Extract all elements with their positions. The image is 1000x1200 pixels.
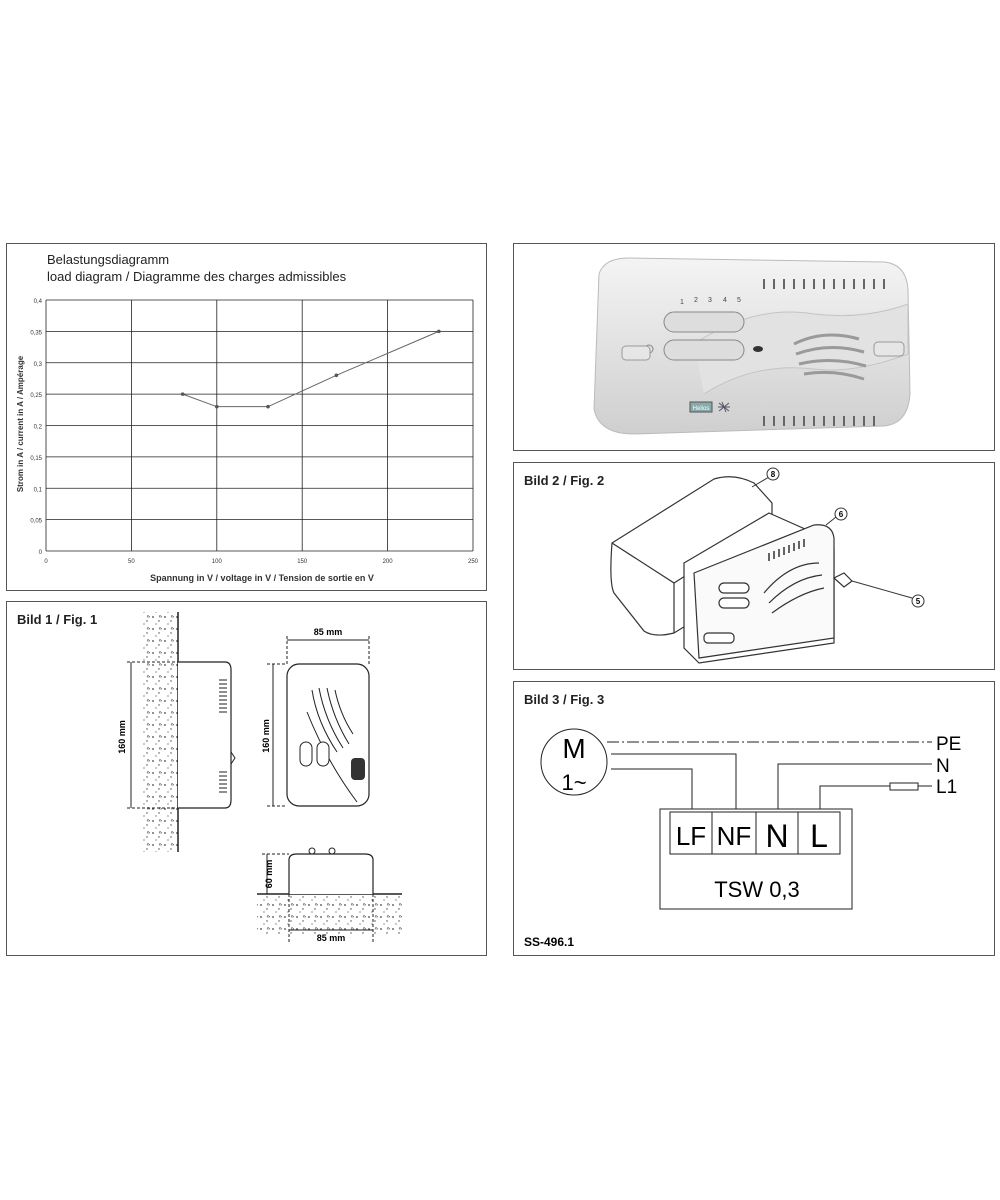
switch-sketch xyxy=(719,598,749,608)
y-tick-label: 0,4 xyxy=(33,299,42,305)
y-tick-label: 0,1 xyxy=(33,487,42,494)
device-front-view xyxy=(287,664,369,806)
brand-text: Helios xyxy=(692,406,710,412)
y-tick-label: 0,35 xyxy=(30,330,42,337)
clip-part-5 xyxy=(834,573,852,587)
wall-section xyxy=(142,612,178,852)
svg-text:3: 3 xyxy=(708,297,712,304)
data-point xyxy=(215,405,219,409)
terminal-l: L xyxy=(810,818,828,854)
bottom-clip-sketch xyxy=(704,633,734,643)
fig2-title: Bild 2 / Fig. 2 xyxy=(524,473,605,488)
fig2-panel xyxy=(513,462,995,670)
fig1-dimension-drawing xyxy=(7,602,486,955)
l1-label: L1 xyxy=(936,777,958,798)
y-tick-label: 0,3 xyxy=(33,361,42,368)
svg-text:2: 2 xyxy=(694,297,698,304)
l-wire xyxy=(820,786,890,809)
y-tick-label: 0,25 xyxy=(30,393,42,400)
data-point xyxy=(181,392,185,396)
x-tick-label: 200 xyxy=(382,559,393,565)
fig3-panel xyxy=(513,681,995,956)
y-tick-label: 0,15 xyxy=(30,455,42,462)
motor-m-label: M xyxy=(562,733,586,764)
product-photo-panel xyxy=(513,243,995,451)
doc-id: SS-496.1 xyxy=(524,935,575,949)
left-clip xyxy=(622,346,650,360)
data-point xyxy=(266,405,270,409)
lf-wire xyxy=(611,769,692,809)
device-label: TSW 0,3 xyxy=(714,877,800,902)
dim-height-front: 160 mm xyxy=(261,719,271,753)
svg-text:1: 1 xyxy=(680,299,684,306)
callout-5-label: 5 xyxy=(915,597,921,606)
y-tick-label: 0 xyxy=(38,550,42,556)
right-clip xyxy=(874,342,904,356)
n-label: N xyxy=(936,756,950,777)
y-axis-label: Strom in A / current in A / Ampérage xyxy=(16,355,25,493)
data-point xyxy=(437,330,441,334)
x-tick-label: 150 xyxy=(297,559,308,565)
product-photo xyxy=(514,244,994,450)
wiring-diagram xyxy=(514,682,994,955)
fig3-title: Bild 3 / Fig. 3 xyxy=(524,692,605,707)
svg-text:4: 4 xyxy=(723,297,727,304)
dim-depth: 60 mm xyxy=(264,859,274,889)
onoff-switch xyxy=(664,340,744,360)
dim-width-front: 85 mm xyxy=(313,627,343,637)
x-axis-label: Spannung in V / voltage in V / Tension de sortie en V xyxy=(150,573,374,583)
mounting-surface xyxy=(257,894,402,934)
nf-wire xyxy=(611,754,736,809)
dim-height-side: 160 mm xyxy=(117,720,127,754)
terminal-n: N xyxy=(765,818,789,854)
indicator-led xyxy=(753,346,763,352)
fig1-panel xyxy=(6,601,487,956)
fig2-exploded-view xyxy=(514,463,994,669)
pe-label: PE xyxy=(936,734,962,755)
y-tick-label: 0,2 xyxy=(33,424,42,431)
terminal-lf: LF xyxy=(675,821,707,851)
speed-knob-sketch xyxy=(719,583,749,593)
x-tick-label: 0 xyxy=(44,559,48,565)
front-knob-2 xyxy=(317,742,329,766)
series-line-load xyxy=(183,331,439,406)
y-tick-label: 0,05 xyxy=(30,518,42,525)
fuse-symbol xyxy=(890,783,918,790)
speed-selector-knob xyxy=(664,312,744,332)
front-label-block xyxy=(351,758,365,780)
motor-phase-label: 1~ xyxy=(561,770,587,795)
x-tick-label: 50 xyxy=(128,559,135,565)
chart-title-line1: Belastungsdiagramm xyxy=(47,252,170,267)
fig1-title: Bild 1 / Fig. 1 xyxy=(17,612,98,627)
chart-title-line2: load diagram / Diagramme des charges admissibles xyxy=(47,269,347,284)
data-point xyxy=(335,374,339,378)
callout-6-label: 6 xyxy=(838,510,844,519)
dim-width-bottom: 85 mm xyxy=(316,933,346,943)
x-tick-label: 250 xyxy=(467,559,479,565)
terminal-nf: NF xyxy=(716,821,752,851)
load-chart xyxy=(7,244,486,590)
front-knob-1 xyxy=(300,742,312,766)
svg-text:5: 5 xyxy=(737,297,741,304)
load-diagram-panel xyxy=(6,243,487,591)
x-tick-label: 100 xyxy=(211,559,222,565)
device-bottom-view xyxy=(289,854,373,894)
callout-8-label: 8 xyxy=(770,470,776,479)
